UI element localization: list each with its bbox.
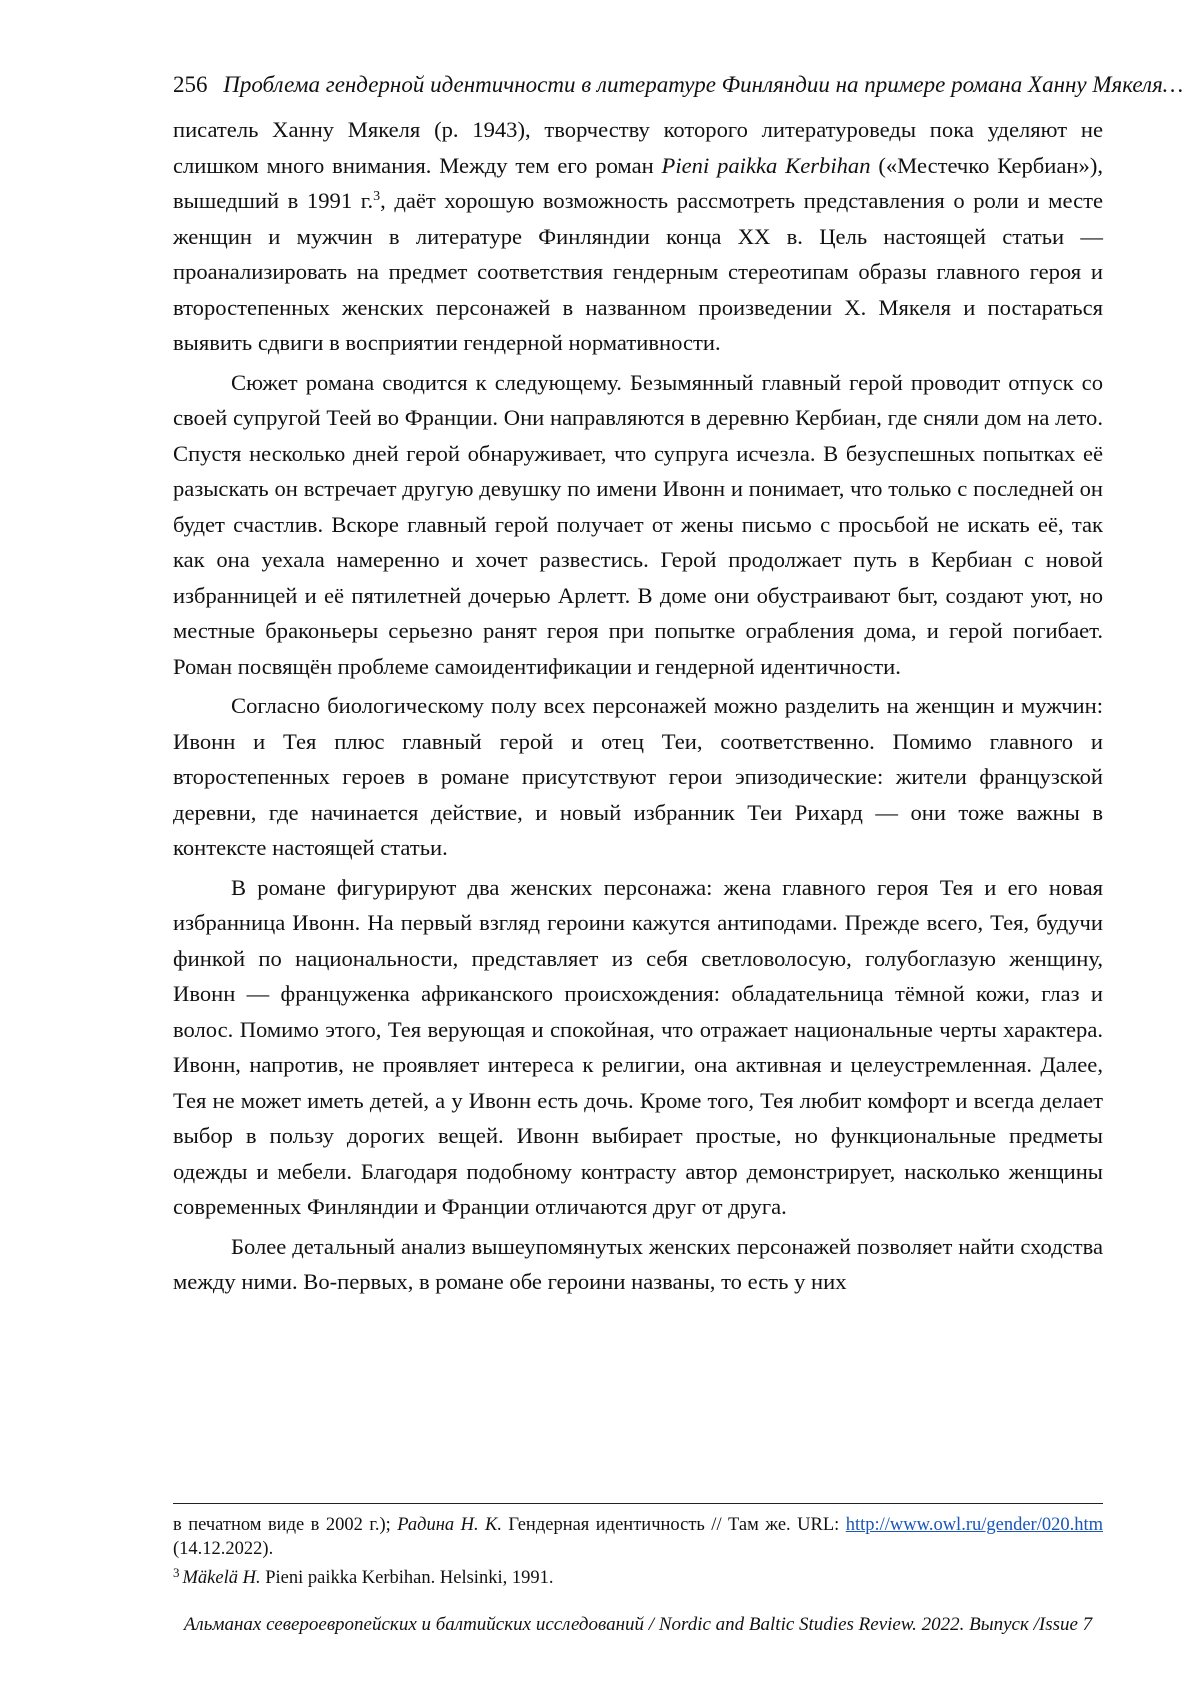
paragraph-1 (173, 112, 1103, 361)
footnote-continued (173, 1513, 1103, 1561)
footnote-text: в печатном виде в 2002 г.); (173, 1515, 398, 1535)
paragraph-text: , даёт хорошую возможность рассмотреть представления о роли и месте женщин и мужчин в литературе Финляндии конца XX в. Цель настоящей статьи — проанализировать на предмет соответствия гендерным стереотипам образы главного героя и второстепенных женских персонажей в названном произведении Х. Мякеля и постараться выявить сдвиги в восприятии гендерной нормативности. (173, 188, 1103, 355)
footnotes (173, 1513, 1103, 1590)
footnote-ref[interactable]: 3 (373, 189, 381, 204)
running-title: Проблема гендерной идентичности в литературе Финляндии на примере романа Ханну Мякеля… (223, 72, 1184, 97)
paragraph-3: Согласно биологическому полу всех персонажей можно разделить на женщин и мужчин: Ивонн и Тея плюс главный герой и отец Теи, соответственно. Помимо главного и второстепенных героев в романе присутствуют герои эпизодические: жители французской деревни, где начинается действие, и новый избранник Теи Рихард — они тоже важны в контексте настоящей статьи. (173, 693, 1103, 860)
footnote-number: 3 (173, 1565, 180, 1580)
footnote-author: Радина Н. К. (397, 1515, 502, 1535)
footnote-text: Гендерная идентичность // Там же. URL: (501, 1515, 846, 1535)
paragraph-text: писатель Ханну Мякеля (р. 1943), творчеству которого литературоведы пока уделяют не слишком много внимания. Между тем его роман (173, 117, 1103, 178)
footnote-link[interactable]: http://www.owl.ru/gender/020.htm (845, 1515, 1103, 1535)
footnote-text: Pieni paikka Kerbihan. Helsinki, 1991. (260, 1568, 554, 1588)
footnote-author: Mäkelä H. (182, 1568, 261, 1588)
footnote-divider (173, 1503, 1103, 1504)
footnote-text: (14.12.2022). (173, 1539, 274, 1559)
running-header (173, 70, 1184, 100)
paragraph-text: («Местечко Кербиан»), вышедший в 1991 г. (173, 152, 1103, 213)
paragraph-4: В романе фигурируют два женских персонажа: жена главного героя Тея и его новая избранница Ивонн. На первый взгляд героини кажутся антиподами. Прежде всего, Тея, будучи финкой по национальности, представляет из себя светловолосую, голубоглазую женщину, Ивонн — француженка африканского происхождения: обладательница тёмной кожи, глаз и волос. Помимо этого, Тея верующая и спокойная, что отражает национальные черты характера. Ивонн, напротив, не проявляет интереса к религии, она активная и целеустремленная. Далее, Тея не может иметь детей, а у Ивонн есть дочь. Кроме того, Тея любит комфорт и всегда делает выбор в пользу дорогих вещей. Ивонн выбирает простые, но функциональные предметы одежды и мебели. Благодаря подобному контрасту автор демонстрирует, насколько женщины современных Финляндии и Франции отличаются друг от друга. (173, 874, 1103, 1219)
paragraph-5: Более детальный анализ вышеупомянутых женских персонажей позволяет найти сходства между ними. Во-первых, в романе обе героини названы, то есть у них (173, 1233, 1103, 1294)
novel-title: Pieni paikka Kerbihan (661, 152, 871, 178)
footnote-3 (173, 1561, 1103, 1590)
page-number: 256 (173, 72, 208, 97)
paragraph-2: Сюжет романа сводится к следующему. Безымянный главный герой проводит отпуск со своей супругой Теей во Франции. Они направляются в деревню Кербиан, где сняли дом на лето. Спустя несколько дней герой обнаруживает, что супруга исчезла. В безуспешных попытках её разыскать он встречает другую девушку по имени Ивонн и понимает, что только с последней он будет счастлив. Вскоре главный герой получает от жены письмо с просьбой не искать её, так как она уехала намеренно и хочет развестись. Герой продолжает путь в Кербиан с новой избранницей и её пятилетней дочерью Арлетт. В доме они обустраивают быт, создают уют, но местные браконьеры серьезно ранят героя при попытке ограбления дома, и герой погибает. Роман посвящён проблеме самоидентификации и гендерной идентичности. (173, 369, 1103, 679)
article-body (173, 112, 1103, 1300)
running-footer: Альманах североевропейских и балтийских исследований / Nordic and Baltic Studies Review. 2022. Выпуск /Issue 7 (183, 1614, 1093, 1635)
